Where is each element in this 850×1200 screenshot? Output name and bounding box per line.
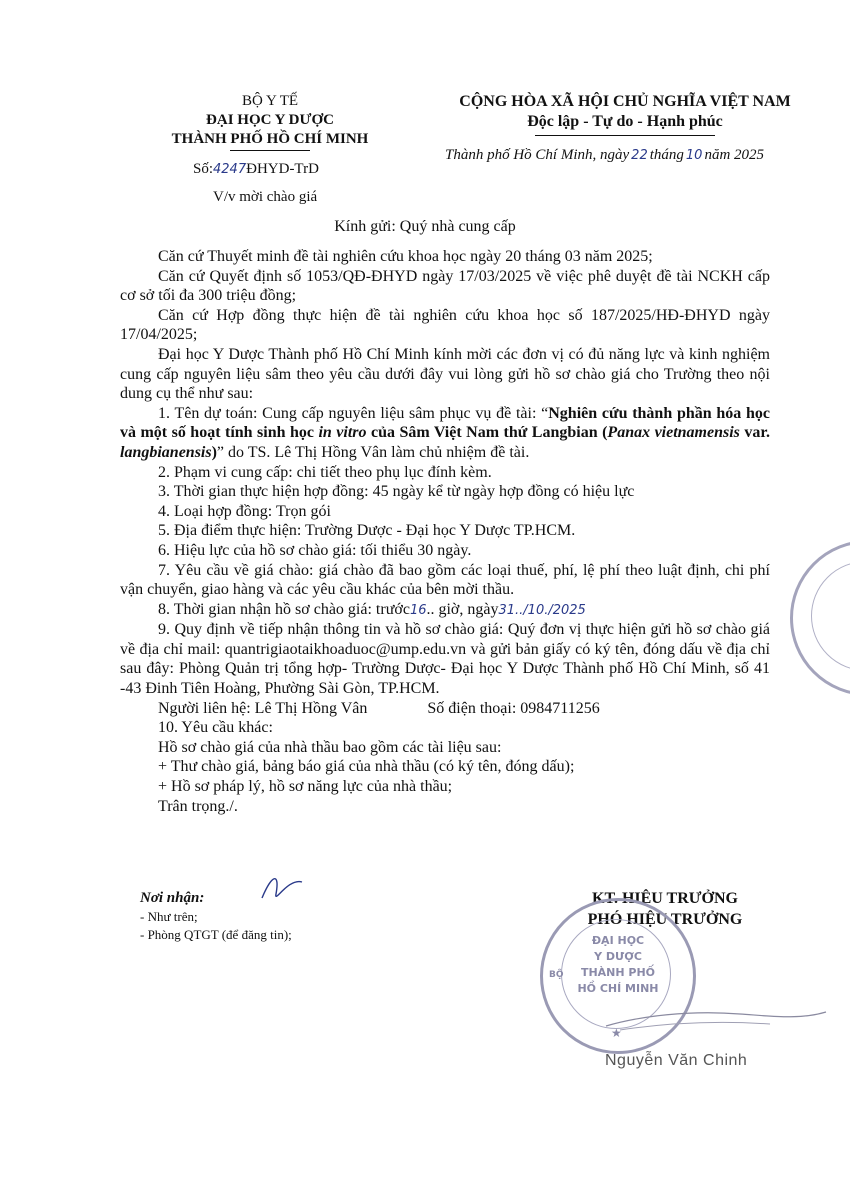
item-1-title-bold: Nghiên cứu thành phần hóa học và một số hoạt tính sinh học <box>120 404 771 442</box>
letter-body <box>120 247 770 816</box>
signature-title-2: PHÓ HIỆU TRƯỞNG <box>587 911 743 928</box>
item-3-duration: 3. Thời gian thực hiện hợp đồng: 45 ngày kể từ ngày hợp đồng có hiệu lực <box>158 483 635 501</box>
item-1-title-in-vitro: in vitro <box>318 424 367 442</box>
university-name-line1: ĐẠI HỌC Y DƯỢC <box>206 112 334 128</box>
seal-side-text: BỘ <box>549 970 564 980</box>
seal-text-3: THÀNH PHỐ <box>580 966 656 979</box>
issue-date-day: 22 <box>631 148 648 163</box>
university-name-line2: THÀNH PHỐ HỒ CHÍ MINH <box>171 131 369 147</box>
item-1-title-species: của Sâm Việt Nam thứ Langbian ( <box>366 424 608 442</box>
item-1-text-a: 1. Tên dự toán: Cung cấp nguyên liệu sâm phục vụ đề tài: “ <box>158 404 549 422</box>
item-1-title-close: ) <box>211 443 217 461</box>
item-6-validity: 6. Hiệu lực của hồ sơ chào giá: tối thiểu 30 ngày. <box>158 541 472 559</box>
item-4-contract-type: 4. Loại hợp đồng: Trọn gói <box>158 502 331 520</box>
documents-intro: Hồ sơ chào giá của nhà thầu bao gồm các tài liệu sau: <box>158 738 502 756</box>
item-2-scope: 2. Phạm vi cung cấp: chi tiết theo phụ lục đính kèm. <box>158 463 492 481</box>
signature-title-1: KT. HIỆU TRƯỞNG <box>592 890 738 907</box>
seal-text-2: Y DƯỢC <box>594 950 642 963</box>
ministry-name: BỘ Y TẾ <box>241 93 299 109</box>
salutation: Kính gửi: Quý nhà cung cấp <box>334 218 516 235</box>
recipients-title: Nơi nhận: <box>140 890 205 906</box>
recipient-1: - Như trên; <box>140 909 198 924</box>
item-8-mid: .. giờ, ngày <box>426 600 499 618</box>
seal-text-4: HỒ CHÍ MINH <box>577 982 659 995</box>
item-1-title-var: var. <box>739 424 771 442</box>
issue-date-prefix: Thành phố Hồ Chí Minh, ngày <box>445 147 630 163</box>
header-left-underline <box>230 150 310 151</box>
document-number-suffix: ĐHYD-TrD <box>246 161 319 177</box>
item-8-hour: 16 <box>409 602 427 618</box>
subject-line: V/v mời chào giá <box>213 189 318 205</box>
national-motto: Độc lập - Tự do - Hạnh phúc <box>527 113 723 130</box>
item-1-project-name <box>120 404 770 463</box>
issue-date-year: năm 2025 <box>704 147 765 163</box>
invitation-paragraph: Đại học Y Dược Thành phố Hồ Chí Minh kính mời các đơn vị có đủ năng lực và kinh nghiệm cung cấp nguyên liệu sâm theo yêu cầu dưới đây vui lòng gửi hồ sơ chào giá cho Trường theo nội dung cụ thể như sau: <box>120 345 770 403</box>
document-number-handwritten: 4247 <box>213 162 247 177</box>
item-10-other: 10. Yêu cầu khác: <box>158 719 273 737</box>
item-8-date: 31../10./2025 <box>498 602 586 618</box>
item-5-location: 5. Địa điểm thực hiện: Trường Dược - Đại học Y Dược TP.HCM. <box>158 522 576 540</box>
recipients-block <box>140 890 292 943</box>
contact-phone: Số điện thoại: 0984711256 <box>427 699 600 717</box>
item-9-submission-rules: 9. Quy định về tiếp nhận thông tin và hồ sơ chào giá: Quý đơn vị thực hiện gửi hồ sơ chào giá về địa chỉ mail: quantrigiaotaikhoaduoc@ump.edu.vn và gửi bản giấy có ký tên, đóng dấu về địa chỉ sau đây: Phòng Quản trị tổng hợp- Trường Dược- Đại học Y Dược Thành phố Hồ Chí Minh, số 41 -43 Đinh Tiên Hoàng, Phường Sài Gòn, TP.HCM. <box>120 621 770 698</box>
issue-date <box>445 147 764 164</box>
seal-text-1: ĐẠI HỌC <box>591 934 645 947</box>
signer-name: Nguyễn Văn Chinh <box>605 1052 748 1069</box>
motto-underline <box>535 135 715 136</box>
item-1-title-variety: langbianensis <box>120 443 212 461</box>
item-8-prefix: 8. Thời gian nhận hồ sơ chào giá: trước <box>158 600 410 618</box>
document-number-prefix: Số: <box>193 161 214 177</box>
item-1-text-b: ” do TS. Lê Thị Hồng Vân làm chủ nhiệm đề tài. <box>216 443 530 461</box>
basis-paragraph-1: Căn cứ Thuyết minh đề tài nghiên cứu khoa học ngày 20 tháng 03 năm 2025; <box>158 248 653 265</box>
basis-paragraph-3: Căn cứ Hợp đồng thực hiện đề tài nghiên cứu khoa học số 187/2025/HĐ-ĐHYD ngày 17/04/2025; <box>120 306 770 344</box>
country-name: CỘNG HÒA XÃ HỘI CHỦ NGHĨA VIỆT NAM <box>459 93 791 110</box>
seal-star-icon: ★ <box>611 1026 622 1040</box>
partial-seal-right-edge <box>790 540 850 696</box>
item-1-title-latin: Panax vietnamensis <box>607 424 740 442</box>
issue-date-month: 10 <box>685 148 703 163</box>
item-8-deadline <box>120 600 770 621</box>
issue-date-month-label: tháng <box>649 147 684 163</box>
document-number <box>193 161 319 178</box>
basis-paragraph-2: Căn cứ Quyết định số 1053/QĐ-ĐHYD ngày 17/03/2025 về việc phê duyệt đề tài NCKH cấp cơ sở tối đa 300 triệu đồng; <box>120 267 770 305</box>
contact-person: Người liên hệ: Lê Thị Hồng Vân <box>158 699 368 717</box>
item-7-price-requirements: 7. Yêu cầu về giá chào: giá chào đã bao gồm các loại thuế, phí, lệ phí theo luật định, chi phí vận chuyển, giao hàng và các yêu cầu khác của bên mời thầu. <box>120 561 770 599</box>
contact-line <box>120 699 770 719</box>
signature-scribble <box>600 990 830 1040</box>
document-item-1: + Thư chào giá, bảng báo giá của nhà thầu (có ký tên, đóng dấu); <box>158 758 575 776</box>
closing-regards: Trân trọng./. <box>158 797 238 815</box>
recipient-2: - Phòng QTGT (để đăng tin); <box>140 927 292 942</box>
document-item-2: + Hồ sơ pháp lý, hồ sơ năng lực của nhà thầu; <box>158 778 453 796</box>
